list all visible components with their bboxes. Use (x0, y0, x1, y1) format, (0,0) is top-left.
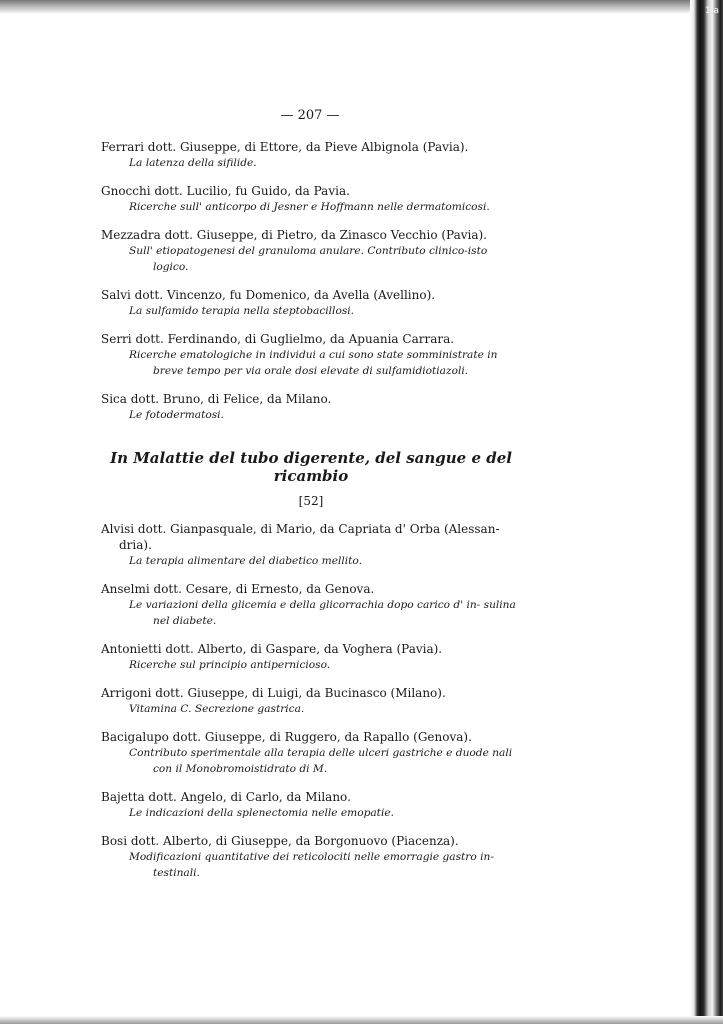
page-number: — 207 — (280, 108, 340, 123)
author-line: Arrigoni dott. Giuseppe, di Luigi, da Bucinasco (Milano). (101, 686, 446, 700)
thesis-title: Ricerche ematologiche in individui a cui sono state somministrate in breve tempo per via orale dosi elevate di sulfamidiotiazoli. (129, 349, 498, 377)
author-line: Bajetta dott. Angelo, di Carlo, da Milano. (101, 790, 351, 804)
author-line: Alvisi dott. Gianpasquale, di Mario, da Capriata d' Orba (Alessan- dria). (101, 522, 500, 552)
author-line: Bosi dott. Alberto, di Giuseppe, da Borgonuovo (Piacenza). (101, 834, 459, 848)
thesis-title: Sull' etiopatogenesi del granuloma anulare. Contributo clinico-isto logico. (129, 245, 488, 273)
book-spine (690, 0, 723, 1024)
list-item (101, 391, 521, 423)
list-item (101, 227, 521, 275)
list-item (101, 833, 521, 881)
list-item (101, 139, 521, 171)
thesis-title: La terapia alimentare del diabetico mellito. (129, 555, 362, 567)
page-content (101, 139, 521, 893)
list-item (101, 685, 521, 717)
thesis-title: Le variazioni della glicemia e della glicorrachia dopo carico d' in- sulina nel diabete. (129, 599, 516, 627)
author-line: Ferrari dott. Giuseppe, di Ettore, da Pieve Albignola (Pavia). (101, 140, 469, 154)
list-item (101, 729, 521, 777)
thesis-title: La latenza della sifilide. (129, 157, 257, 169)
section-code: [52] (298, 494, 324, 508)
author-line: Bacigalupo dott. Giuseppe, di Ruggero, da Rapallo (Genova). (101, 730, 472, 744)
list-item (101, 789, 521, 821)
author-line: Sica dott. Bruno, di Felice, da Milano. (101, 392, 332, 406)
author-line: Serri dott. Ferdinando, di Guglielmo, da Apuania Carrara. (101, 332, 455, 346)
author-line: Salvi dott. Vincenzo, fu Domenico, da Avella (Avellino). (101, 288, 436, 302)
author-line: Antonietti dott. Alberto, di Gaspare, da Voghera (Pavia). (101, 642, 443, 656)
author-line: Anselmi dott. Cesare, di Ernesto, da Genova. (101, 582, 375, 596)
list-item (101, 521, 521, 569)
author-line: Mezzadra dott. Giuseppe, di Pietro, da Zinasco Vecchio (Pavia). (101, 228, 487, 242)
spine-mark: 1 a (704, 6, 719, 16)
thesis-title: Le fotodermatosi. (129, 409, 224, 421)
thesis-title: Modificazioni quantitative dei reticolociti nelle emorragie gastro in- testinali. (129, 851, 494, 879)
scan-top-edge (0, 0, 723, 14)
thesis-title: La sulfamido terapia nella steptobacillosi. (129, 305, 355, 317)
scan-bottom-edge (0, 1016, 723, 1024)
author-line: Gnocchi dott. Lucilio, fu Guido, da Pavia. (101, 184, 350, 198)
list-item (101, 183, 521, 215)
thesis-title: Le indicazioni della splenectomia nelle emopatie. (129, 807, 394, 819)
list-item (101, 331, 521, 379)
list-item (101, 581, 521, 629)
thesis-title: Ricerche sul principio antipernicioso. (129, 659, 331, 671)
list-item (101, 641, 521, 673)
section-title: In Malattie del tubo digerente, del sangue e del ricambio (110, 449, 512, 485)
thesis-title: Contributo sperimentale alla terapia delle ulceri gastriche e duode nali con il Monobromoistidrato di M. (129, 747, 513, 775)
list-item (101, 287, 521, 319)
thesis-title: Vitamina C. Secrezione gastrica. (129, 703, 305, 715)
thesis-title: Ricerche sull' anticorpo di Jesner e Hoffmann nelle dermatomicosi. (129, 201, 490, 213)
